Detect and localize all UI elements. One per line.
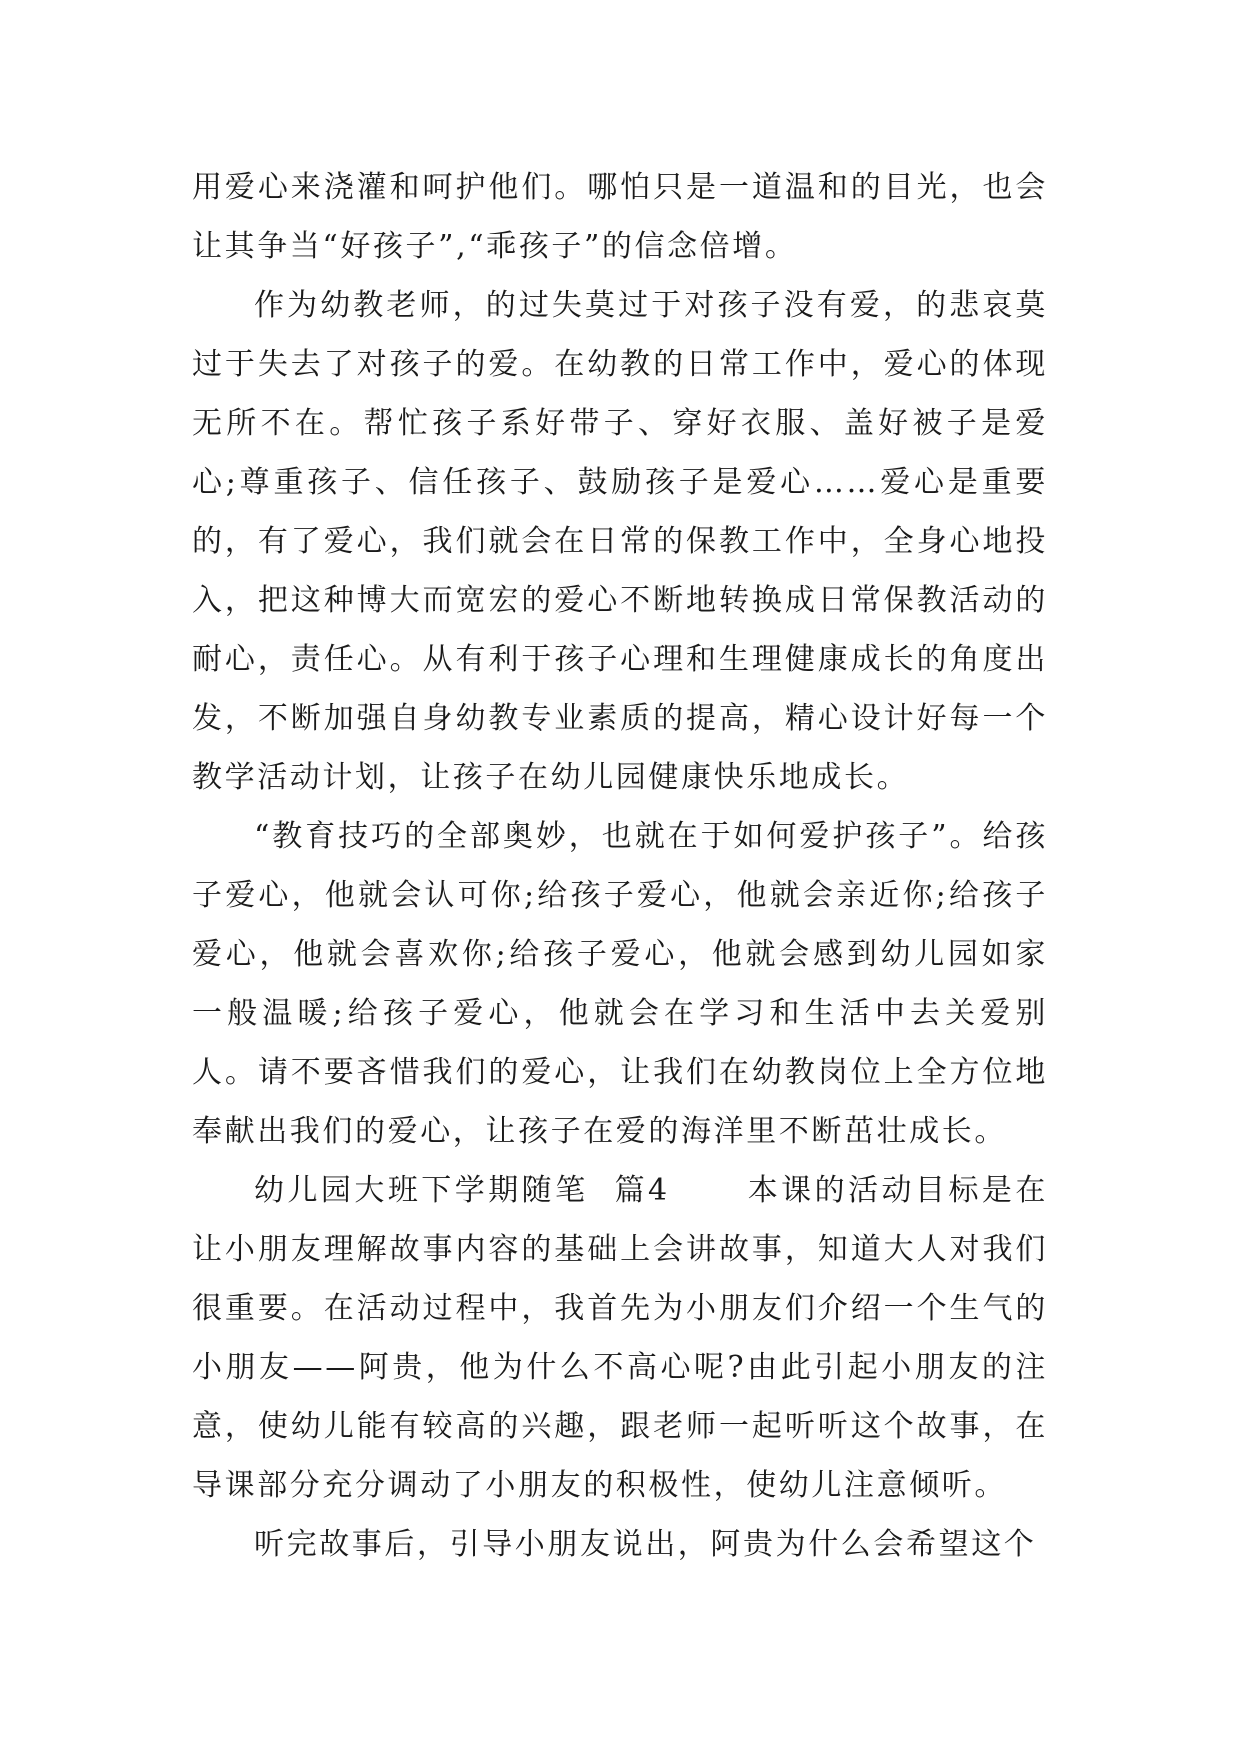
paragraph-1: 用爱心来浇灌和呵护他们。哪怕只是一道温和的目光，也会让其争当“好孩子”,“乖孩子”的信念倍增。 (192, 170, 1048, 264)
paragraph-5: 听完故事后，引导小朋友说出，阿贵为什么会希望这个 (254, 1527, 1037, 1562)
section-heading: 幼儿园大班下学期随笔 篇4 (254, 1173, 670, 1208)
paragraph-4 (192, 1161, 1048, 1515)
heading-spacer (670, 1173, 748, 1208)
document-body (192, 158, 1048, 1574)
paragraph-2: 作为幼教老师，的过失莫过于对孩子没有爱，的悲哀莫过于失去了对孩子的爱。在幼教的日常工作中，爱心的体现无所不在。帮忙孩子系好带子、穿好衣服、盖好被子是爱心;尊重孩子、信任孩子、鼓励孩子是爱心……爱心是重要的，有了爱心，我们就会在日常的保教工作中，全身心地投入，把这种博大而宽宏的爱心不断地转换成日常保教活动的耐心，责任心。从有利于孩子心理和生理健康成长的角度出发，不断加强自身幼教专业素质的提高，精心设计好每一个教学活动计划，让孩子在幼儿园健康快乐地成长。 (192, 288, 1048, 795)
paragraph-3: “教育技巧的全部奥妙，也就在于如何爱护孩子”。给孩子爱心，他就会认可你;给孩子爱心，他就会亲近你;给孩子爱心，他就会喜欢你;给孩子爱心，他就会感到幼儿园如家一般温暖;给孩子爱心，他就会在学习和生活中去关爱别人。请不要吝惜我们的爱心，让我们在幼教岗位上全方位地奉献出我们的爱心，让孩子在爱的海洋里不断茁壮成长。 (192, 819, 1048, 1149)
paragraph-4-text: 本课的活动目标是在让小朋友理解故事内容的基础上会讲故事，知道大人对我们很重要。在活动过程中，我首先为小朋友们介绍一个生气的小朋友——阿贵，他为什么不高心呢?由此引起小朋友的注意，使幼儿能有较高的兴趣，跟老师一起听听这个故事，在导课部分充分调动了小朋友的积极性，使幼儿注意倾听。 (192, 1173, 1048, 1503)
